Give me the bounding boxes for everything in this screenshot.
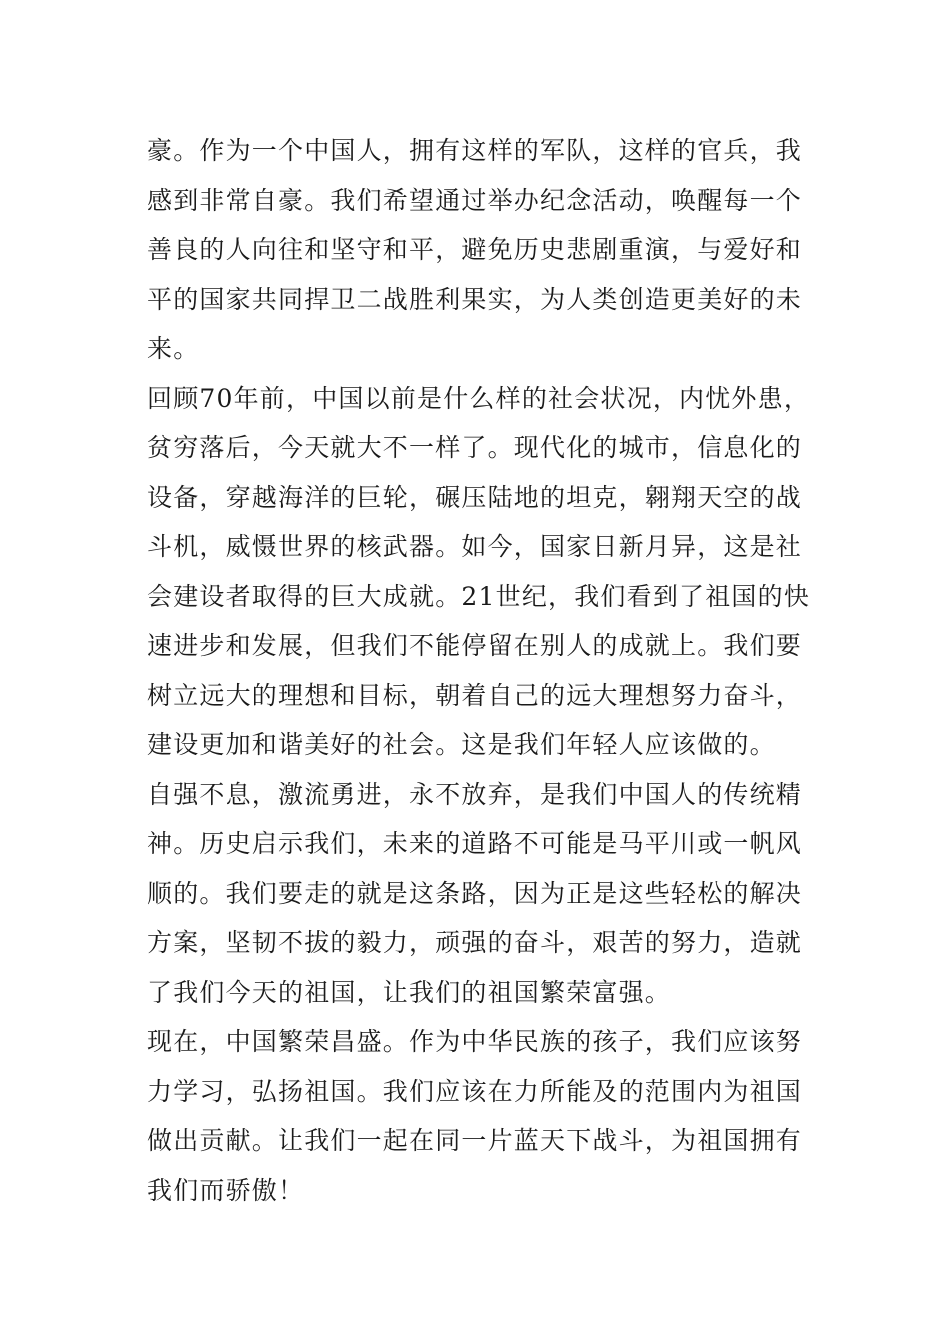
- text-line: 了我们今天的祖国，让我们的祖国繁荣富强。: [147, 977, 672, 1007]
- text-line: 自强不息，激流勇进，永不放弃，是我们中国人的传统精: [147, 779, 803, 809]
- text-line: 我们而骄傲！: [147, 1175, 305, 1205]
- text-line: 现在，中国繁荣昌盛。作为中华民族的孩子，我们应该努: [147, 1027, 803, 1056]
- paragraph-1: [147, 126, 807, 374]
- text-line: 会建设者取得的巨大成就。21世纪，我们看到了祖国的快: [147, 581, 811, 611]
- text-line: 顺的。我们要走的就是这条路，因为正是这些轻松的解决: [147, 878, 803, 908]
- text-line: 神。历史启示我们，未来的道路不可能是马平川或一帆风: [147, 829, 803, 858]
- paragraph-2: [147, 374, 811, 770]
- text-line: 感到非常自豪。我们希望通过举办纪念活动，唤醒每一个: [147, 185, 803, 215]
- text-line: 力学习，弘扬祖国。我们应该在力所能及的范围内为祖国: [147, 1076, 803, 1106]
- text-line: 贫穷落后，今天就大不一样了。现代化的城市，信息化的: [147, 433, 803, 462]
- text-line: 设备，穿越海洋的巨轮，碾压陆地的坦克，翱翔天空的战: [147, 482, 803, 512]
- paragraph-3: [147, 770, 807, 1018]
- text-line: 来。: [147, 334, 200, 363]
- document-body: [147, 126, 811, 1215]
- text-line: 斗机，威慑世界的核武器。如今，国家日新月异，这是社: [147, 532, 803, 561]
- text-line: 树立远大的理想和目标，朝着自己的远大理想努力奋斗，: [147, 680, 803, 710]
- text-line: 平的国家共同捍卫二战胜利果实，为人类创造更美好的未: [147, 284, 803, 314]
- text-line: 豪。作为一个中国人，拥有这样的军队，这样的官兵，我: [147, 136, 803, 165]
- text-line: 做出贡献。让我们一起在同一片蓝天下战斗，为祖国拥有: [147, 1126, 803, 1155]
- paragraph-4: [147, 1017, 807, 1215]
- text-line: 速进步和发展，但我们不能停留在别人的成就上。我们要: [147, 631, 803, 660]
- text-line: 回顾70年前，中国以前是什么样的社会状况，内忧外患，: [147, 383, 811, 413]
- text-line: 方案，坚韧不拔的毅力，顽强的奋斗，艰苦的努力，造就: [147, 928, 803, 957]
- text-line: 善良的人向往和坚守和平，避免历史悲剧重演，与爱好和: [147, 235, 803, 264]
- text-line: 建设更加和谐美好的社会。这是我们年轻人应该做的。: [147, 730, 776, 759]
